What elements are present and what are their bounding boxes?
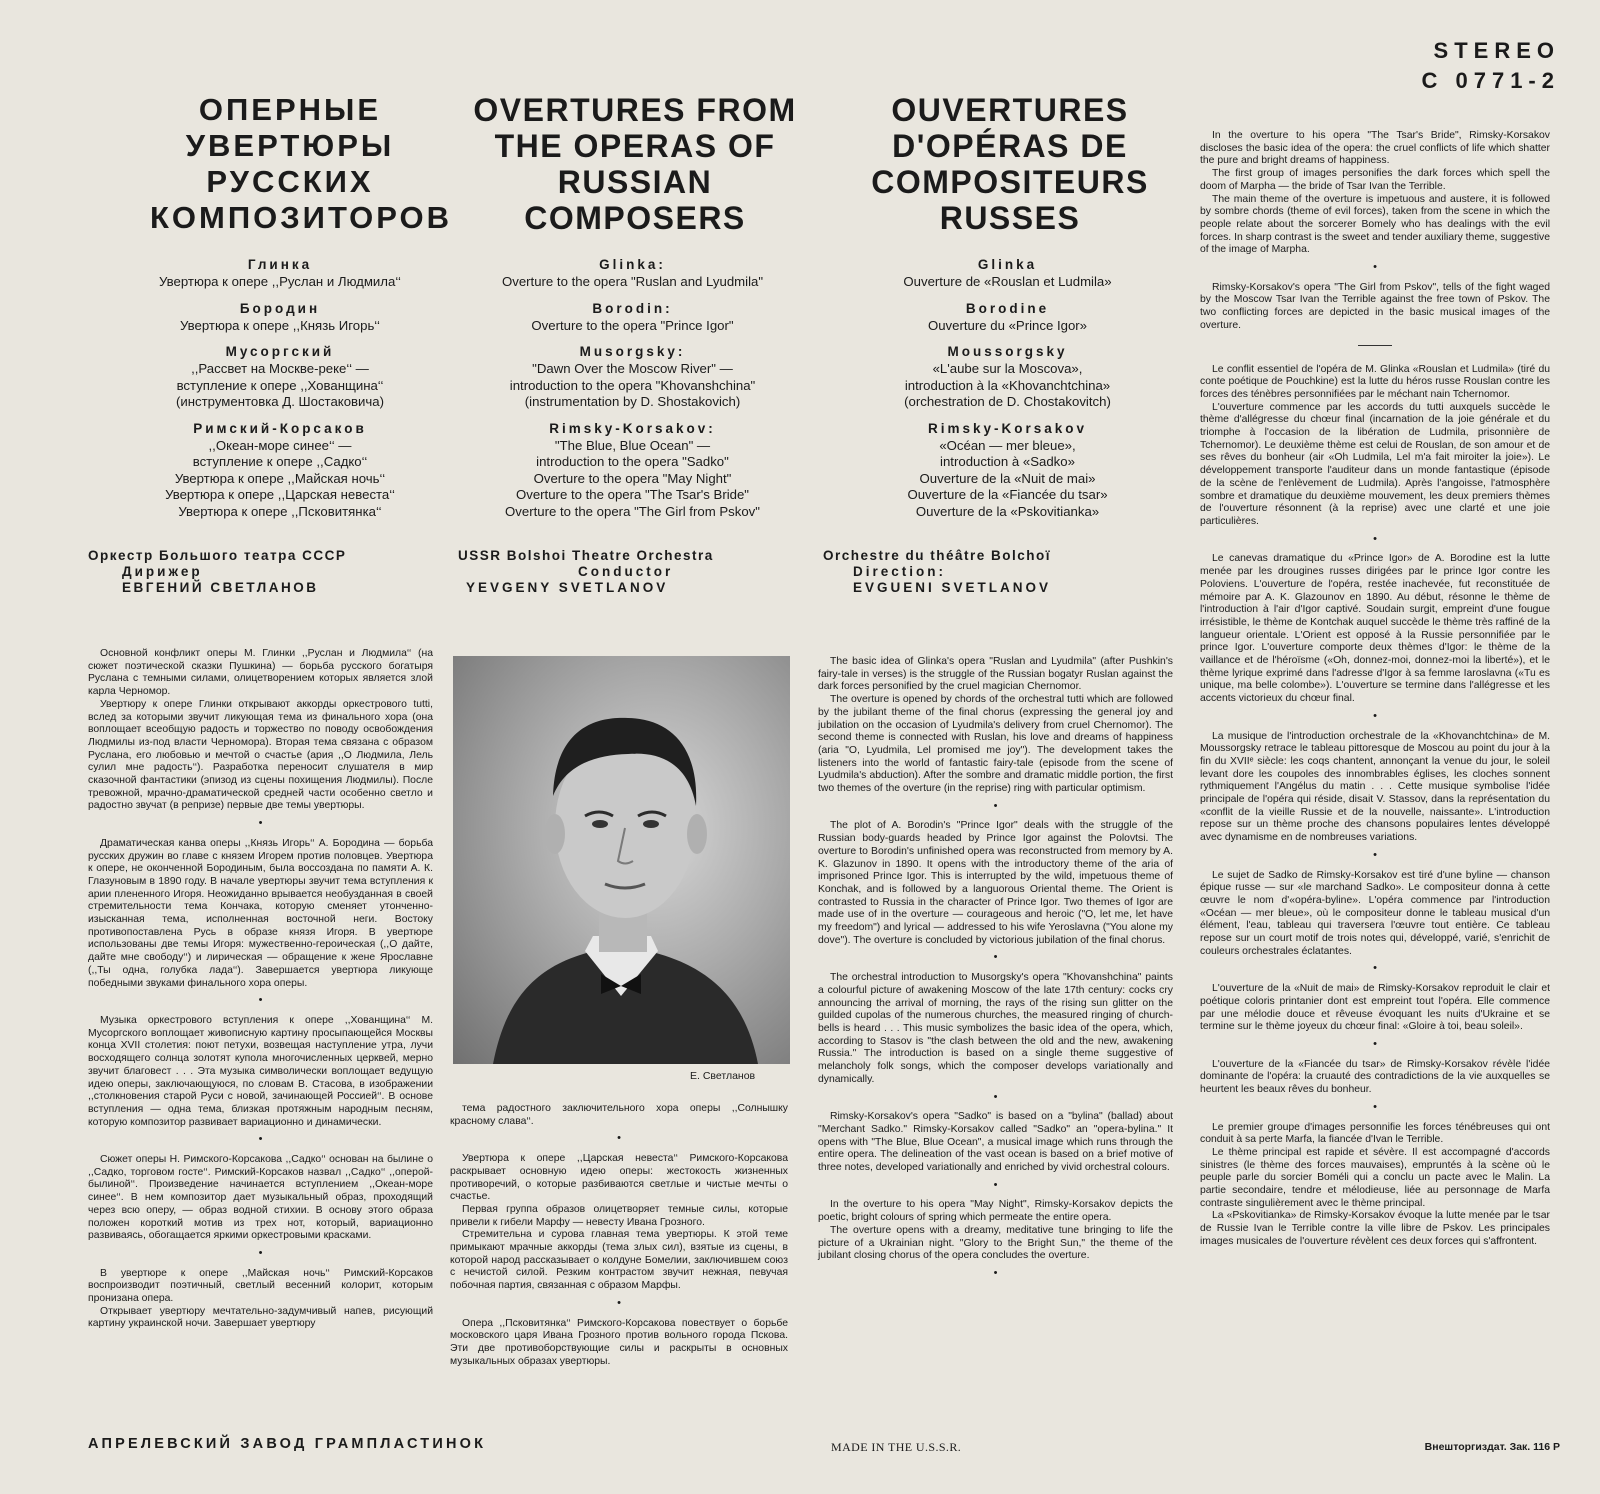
title-english: OVERTURES FROM THE OPERAS OF RUSSIAN COMPOSERS: [473, 92, 797, 236]
paragraph-separator: •: [1373, 709, 1377, 722]
note-paragraph: Rimsky-Korsakov's opera "The Girl from Pskov", tells of the fight waged by the Moscow Tsar Ivan the Terrible against the free town of Pskov. The two conflicting forces are depicted in the basic musical images of the overture.: [1200, 281, 1550, 331]
composer-name: Мусоргский: [225, 344, 335, 359]
notes-french: [1200, 364, 1550, 1249]
credits-russian: [88, 548, 448, 596]
note-paragraph: Le thème principal est rapide et sévère. Il est accompagné d'accords sinistres (le thème des forces mauvaises), empruntés à la scène où le peuple parle du sorcier Boméli qui a conclu un pacte avec le Malin. La partie secondaire, tendre et mélodieuse, liée au personnage de Marfa contraste singulièrement avec le thème principal.: [1200, 1146, 1550, 1209]
note-paragraph: The orchestral introduction to Musorgsky's opera "Khovanshchina" paints a colourful picture of awakening Moscow of the late 17th century: cocks cry announcing the arrival of morning, the rays of the rising sun glitter on the guilded cupolas of the numerous churches, the measured ringing of church-bells is heard . . . This music symbolizes the basic idea of the opera, which, according to Stasov is "the clash between the old and the new, awakening Russia." The introduction is based on a single theme suggestive of melancholy folk songs, which the composer develops variationally and dynamically.: [818, 972, 1173, 1085]
program-english: [445, 256, 820, 520]
paragraph-separator: •: [993, 1178, 998, 1191]
conductor-role: Direction:: [853, 564, 947, 579]
work-title: Overture to the opera "The Girl from Pskov": [505, 503, 760, 519]
note-paragraph: Le conflit essentiel de l'opéra de M. Glinka «Rouslan et Ludmila» (tiré du conte poétique de Pouchkine) est la lutte du héros russe Rouslan contre les forces des ténèbres personnifiées par le méchant nain Tchernomor.: [1200, 363, 1550, 400]
catalog-number: C 0771-2: [1421, 68, 1560, 93]
credits-french: [823, 548, 1183, 596]
note-paragraph: В увертюре к опере ,,Майская ночь‘‘ Римский-Корсаков воспроизводит поэтичный, светлый весенний колорит, которым пронизана опера.: [88, 1267, 433, 1305]
paragraph-separator: •: [993, 1090, 998, 1103]
notes-right-column: [1200, 130, 1550, 1249]
work-title: Увертюра к опере ,,Князь Игорь‘‘: [180, 317, 380, 333]
composer-name: Glinka: [977, 257, 1038, 272]
work-title: (instrumentation by D. Shostakovich): [524, 394, 741, 409]
work-title: Overture to the opera "May Night": [533, 470, 732, 486]
title-french: OUVERTURES D'OPÉRAS DE COMPOSITEURS RUSSES: [871, 92, 1149, 236]
portrait-illustration: [453, 656, 790, 1064]
note-paragraph: La musique de l'introduction orchestrale de la «Khovanchtchina» de M. Moussorgsky retrace le tableau pittoresque de Moscou au point du jour à la fin du XVIIᵉ siècle: les coqs chantent, annonçant la venue du jour, le soleil levant dore les coupoles des innombrables églises, les cloches sonnent rythmiquement l'Angélus du matin . . . Cette musique symbolise l'idée principale de l'opéra qui réside, disait V. Stassov, dans la représentation du «conflit de la vieille Russie et de la nouvelle, naissante». L'introduction repose sur un thème proche des chansons populaires lentes développé avec dynamisme en de nombreuses variations.: [1200, 730, 1550, 844]
note-paragraph: Первая группа образов олицетворяет темные силы, которые привели к гибели Марфу — невесту Ивана Грозного.: [450, 1203, 788, 1228]
note-paragraph: Увертюру к опере Глинки открывают аккорды оркестрового tutti, вслед за которыми звучит ликующая тема из финального хора (она воплощает всеобщую радость и торжество по поводу освобождения Людмилы из-под власти Черномора). Вторая тема связана с образом Руслана, его любовью и мечтой о счастье (ария ,,О Людмила, Лель сулил мне радость‘‘). Разработка переносит слушателя в мир сказочной фантастики (эпизод из сцены похищения Людмилы). После тревожной, мрачно-драматической средней части особенно светло и радостно звучат (в репризе) первые две темы увертюры.: [88, 698, 433, 812]
work-title: ,,Океан-море синее‘‘ —: [208, 437, 352, 453]
composer-name: Римский-Корсаков: [193, 420, 367, 436]
note-paragraph: Le sujet de Sadko de Rimsky-Korsakov est tiré d'une byline — chanson épique russe — sur «le marchand Sadko». Le compositeur donna à cette œuvre le nom d'«opéra-byline». L'opéra commence par l'introduction «Océan — mer bleue», où le compositeur donne le tableau musical d'un élément, l'eau, tableau qui traversera l'œuvre tout entière. Ce tableau repose sur un court motif de trois notes qui, développé, varié, s'enrichit de couleurs orchestrales éclatantes.: [1200, 869, 1550, 957]
work-title: Overture to the opera "Ruslan and Lyudmila": [501, 274, 764, 289]
note-paragraph: Увертюра к опере ,,Царская невеста‘‘ Римского-Корсакова раскрывает основную идею оперы: жестокость жизненных противоречий, о которые разбиваются светлые и чистые мечты о счастье.: [450, 1153, 788, 1203]
work-title: introduction to the opera "Sadko": [536, 454, 729, 469]
note-paragraph: тема радостного заключительного хора оперы ,,Солнышку красному слава‘‘.: [450, 1103, 788, 1127]
note-paragraph: The overture opens with a dreamy, meditative tune bringing to life the picture of a Ukrainian night. "Glory to the Bright Sun," the theme of the jubilant closing chorus of the opera concludes the overture.: [818, 1224, 1173, 1262]
work-title: "The Blue, Blue Ocean" —: [554, 437, 711, 453]
paragraph-separator: •: [1373, 962, 1377, 975]
photo-caption: Е. Светланов: [690, 1070, 756, 1082]
section-divider: [1358, 345, 1392, 346]
composer-name: Borodin:: [592, 300, 673, 316]
note-paragraph: The first group of images personifies the dark forces which spell the doom of Marpha — the bride of Tsar Ivan the Terrible.: [1200, 168, 1550, 192]
stereo-label: STEREO: [1433, 38, 1560, 63]
work-title: (инструментовка Д. Шостаковича): [176, 394, 384, 409]
orchestra-name: USSR Bolshoi Theatre Orchestra: [458, 548, 714, 563]
composer-name: Glinka:: [599, 257, 666, 272]
paragraph-separator: •: [993, 951, 998, 964]
credits-english: [458, 548, 818, 596]
note-paragraph: In the overture to his opera "The Tsar's Bride", Rimsky-Korsakov discloses the basic idea of the opera: the cruel conflicts of life which shatter the pure and bright dreams of happiness.: [1200, 130, 1550, 167]
notes-english: [818, 656, 1173, 1288]
notes-english-continued: [1200, 130, 1550, 333]
composer-name: Rimsky-Korsakov:: [549, 420, 716, 436]
work-title: Overture to the opera "Prince Igor": [531, 317, 734, 333]
note-paragraph: La «Pskovitianka» de Rimsky-Korsakov évoque la lutte menée par le tsar de Russie Ivan le Terrible contre la ville libre de Pskov. Les principales images musicales de l'ouverture révèlent ces deux forces qui s'affrontent.: [1200, 1210, 1550, 1247]
work-title: Ouverture de «Rouslan et Ludmila»: [903, 274, 1112, 289]
catalog-block: [1421, 36, 1560, 96]
composer-name: Moussorgsky: [947, 344, 1068, 359]
work-title: «L'aube sur la Moscova»,: [932, 361, 1083, 376]
work-title: Увертюра к опере ,,Псковитянка‘‘: [178, 503, 382, 519]
note-paragraph: Le premier groupe d'images personnifie les forces ténébreuses qui ont conduit à sa perte Marfa, la fiancée d'Ivan le Terrible.: [1200, 1121, 1550, 1146]
note-paragraph: The overture is opened by chords of the orchestral tutti which are followed by the jubilant theme of the final chorus (expressing the general joy and jubilation on the occasion of Lyudmila's delivery from cruel Chernomor). The second theme is connected with Ruslan, his love and dreams of happiness (aria "O, Lyudmila, Lel promised me joy"). The development takes the listeners into the world of fantastic fairy-tale (episode from the scene of Lyudmila's abduction). After the sombre and dramatic middle portion, the first two themes of the overture (in the reprise) ring with particular optimism.: [818, 694, 1173, 795]
conductor-name: EVGUENI SVETLANOV: [853, 580, 1052, 595]
paragraph-separator: •: [1373, 261, 1377, 274]
notes-russian-main: [88, 648, 433, 1331]
note-paragraph: Сюжет оперы Н. Римского-Корсакова ,,Садко‘‘ основан на былине о ,,Садко, торговом госте‘‘. Римский-Корсаков назвал ,,Садко‘‘ ,,оперой-былиной‘‘. Произведение начинается вступлением ,,Океан-море синее‘‘. В нем композитор дает музыкальный образ, проходящий через всю оперу, — образ водной стихии. В основу этого образа положен короткий мотив из трех нот, который, вариационно развиваясь, обогащается яркими оркестровыми красками.: [88, 1154, 433, 1242]
work-title: introduction à la «Khovanchtchina»: [904, 377, 1111, 393]
notes-russian-continued: [450, 1103, 788, 1368]
composer-name: Rimsky-Korsakov: [927, 420, 1088, 436]
work-title: Overture to the opera "The Tsar's Bride": [515, 487, 749, 502]
note-paragraph: The main theme of the overture is impetuous and austere, it is followed by sombre chords (theme of evil forces), taken from the scene in which the people relate about the sorcerer Bomely who has dealings with the evil forces. In sharp contrast is the sweet and tender auxiliary theme, suggestive of the image of Marpha.: [1200, 193, 1550, 256]
work-title: Ouverture de la «Nuit de mai»: [919, 470, 1096, 486]
note-paragraph: L'ouverture de la «Nuit de mai» de Rimsky-Korsakov reproduit le clair et poétique coloris printanier dont est empreint tout l'opéra. Elle commence par une mélodie douce et rêveuse évoquant les nuits d'Ukraine et se termine sur le thème joyeux du chœur final: «Gloire à toi, beau soleil».: [1200, 983, 1550, 1033]
paragraph-separator: •: [617, 1132, 621, 1145]
work-title: "Dawn Over the Moscow River" —: [532, 361, 733, 376]
note-paragraph: Стремительна и сурова главная тема увертюры. К этой теме примыкают мрачные аккорды (тема злых сил), взятые из сцены, в которой народ рассказывает о колдуне Бомелии, заключившем союз с нечистой силой. Резким контрастом звучит нежная, певучая побочная партия, связанная с образом Марфы.: [450, 1229, 788, 1292]
paragraph-separator: •: [993, 799, 998, 812]
work-title: «Océan — mer bleue»,: [939, 437, 1076, 453]
paragraph-separator: •: [1373, 1038, 1377, 1050]
note-paragraph: Опера ,,Псковитянка‘‘ Римского-Корсакова повествует о борьбе московского царя Ивана Грозного против вольного города Пскова. Эти две противоборствующие силы и раскрыты в основных музыкальных образах увертюры.: [450, 1317, 788, 1367]
paragraph-separator: •: [258, 1133, 263, 1146]
orchestra-name: Оркестр Большого театра СССР: [88, 548, 347, 563]
conductor-role: Conductor: [578, 564, 674, 579]
work-title: вступление к опере ,,Садко‘‘: [192, 454, 368, 469]
note-paragraph: The basic idea of Glinka's opera "Ruslan and Lyudmila" (after Pushkin's fairy-tale in verses) is the struggle of the Russian bogatyr Ruslan against the dark forces personified by the cruel magician Chernomor.: [818, 656, 1173, 693]
paragraph-separator: •: [993, 1266, 998, 1279]
note-paragraph: L'ouverture de la «Fiancée du tsar» de Rimsky-Korsakov révèle l'idée dominante de l'opéra: la cruauté des contradictions de la vie auxquelles se heurtent les beaux rêves du bonheur.: [1200, 1058, 1550, 1096]
paragraph-separator: •: [258, 994, 263, 1007]
paragraph-separator: •: [617, 1296, 621, 1309]
work-title: (orchestration de D. Chostakovitch): [904, 394, 1111, 409]
note-paragraph: Музыка оркестрового вступления к опере ,,Хованщина‘‘ М. Мусоргского воплощает живописную картину просыпающейся Москвы конца XVII столетия: поют петухи, возвещая наступление утра, лучи восходящего солнца золотят купола многочисленных церквей, мерно звучит благовест . . . Эта музыка символически воплощает ведущую идею оперы, заключающуюся, по словам В. Стасова, в изображении ,,столкновения старой Руси с новой, зачинающей Россией‘‘. В основе вступления — одна тема, близкая протяжным народным песням, которую композитор развивает вариационно и динамически.: [88, 1014, 433, 1128]
paragraph-separator: •: [1373, 848, 1377, 861]
paragraph-separator: •: [258, 817, 263, 830]
note-paragraph: In the overture to his opera "May Night", Rimsky-Korsakov depicts the poetic, bright colours of spring which permeate the entire opera.: [818, 1199, 1173, 1224]
manufacturer-label: АПРЕЛЕВСКИЙ ЗАВОД ГРАМПЛАСТИНОК: [88, 1436, 487, 1452]
made-in-label: MADE IN THE U.S.S.R.: [831, 1440, 962, 1454]
title-russian: ОПЕРНЫЕ УВЕРТЮРЫ РУССКИХ КОМПОЗИТОРОВ: [150, 92, 452, 235]
orchestra-name: Orchestre du théâtre Bolchoï: [823, 548, 1052, 563]
order-number: Внешторгиздат. Зак. 116 Р: [1424, 1441, 1560, 1453]
work-title: Увертюра к опере ,,Майская ночь‘‘: [174, 470, 386, 486]
program-russian: [110, 256, 450, 520]
composer-name: Musorgsky:: [579, 344, 686, 359]
paragraph-separator: •: [258, 1246, 263, 1259]
work-title: Ouverture de la «Fiancée du tsar»: [907, 487, 1108, 502]
note-paragraph: Драматическая канва оперы ,,Князь Игорь‘‘ А. Бородина — борьба русских дружин во главе с князем Игорем против половцев. Увертюра к опере, не оконченной Бородиным, была воссоздана по памяти А. К. Глазуновым в 1890 году. В начале увертюры звучит тема вступления к арии плененного Игоря. Неожиданно врывается необузданная в своей стремительности тема Кончака, которую сменяет утонченно-изысканная тема, исполненная восточной неги. Востоку противопоставлена Русь в образе князя Игоря. В увертюре использованы две темы Игоря: мужественно-героическая (,,О дайте, дайте мне свободу‘‘) и лирическая — обращение к жене Ярославне (,,Ты одна, голубка лада‘‘). Завершается увертюра ликующе победными звуками финального хора оперы.: [88, 837, 433, 989]
note-paragraph: The plot of A. Borodin's "Prince Igor" deals with the struggle of the Russian body-guards headed by Prince Igor against the Polovtsi. The overture to Borodin's unfinished opera was reconstructed from memory by A. K. Glazunov in 1890. It opens with the introductory theme of the aria of imprisoned Prince Igor. This is interrupted by the wild, impetuous theme of Konchak, and is followed by a languorous Oriental theme. The Orient is contrasted to Russia in the character of Prince Igor. Two themes of Igor are made use of in the overture — courageous and heroic ("O, let me, let have my freedom") and lyrical — addressed to his wife Yeroslavna ("You alone my dove"). The overture is concluded by victorious jubilation of the final chorus.: [818, 820, 1173, 946]
work-title: Увертюра к опере ,,Царская невеста‘‘: [165, 487, 395, 502]
program-french: [830, 256, 1185, 520]
work-title: Увертюра к опере ,,Руслан и Людмила‘‘: [159, 274, 401, 289]
title-block: [0, 92, 1190, 242]
work-title: Ouverture de la «Pskovitianka»: [915, 503, 1100, 519]
work-title: introduction à «Sadko»: [940, 454, 1075, 469]
note-paragraph: L'ouverture commence par les accords du tutti auxquels succède le thème d'allégresse du chœur final (incarnation de la joie générale et du triomphe à l'occasion de la libération de Ludmila, prisonnière de Tchernomor). Le deuxième thème est celui de Rouslan, de son amour et de ses rêves du bonheur (air «Oh Ludmila, Lel m'a fait miroiter la joie»). Le développement transporte l'auditeur dans un monde fantastique (épisode de la scène de l'enlèvement de Ludmila). Après l'angoisse, l'atmosphère sombre et dramatique du deuxième mouvement, les deux premiers thèmes de l'ouverture résonnent (à la reprise) avec une clarté et une joie particulières.: [1200, 401, 1550, 527]
note-paragraph: Открывает увертюру мечтательно-задумчивый напев, рисующий картину украинской ночи. Завершает увертюру: [88, 1305, 433, 1330]
work-title: ,,Рассвет на Москве-реке‘‘ —: [191, 361, 369, 376]
note-paragraph: Основной конфликт оперы М. Глинки ,,Руслан и Людмила‘‘ (на сюжет поэтической сказки Пушкина) — борьба русского богатыря Руслана с темными силами, олицетворением которых является злой карла Черномор.: [88, 648, 433, 698]
composer-name: Бородин: [239, 300, 321, 316]
conductor-name: YEVGENY SVETLANOV: [466, 580, 669, 595]
conductor-role: Дирижер: [122, 564, 203, 579]
composer-name: Глинка: [247, 257, 313, 272]
work-title: Ouverture du «Prince Igor»: [927, 317, 1088, 333]
work-title: introduction to the opera "Khovanshchina": [509, 377, 756, 393]
conductor-portrait-photo: [453, 656, 790, 1064]
paragraph-separator: •: [1373, 532, 1377, 545]
note-paragraph: Rimsky-Korsakov's opera "Sadko" is based on a "bylina" (ballad) about "Merchant Sadko." Rimsky-Korsakov called "Sadko" an "opera-bylina." It opens with "The Blue, Blue Ocean", a musical image which runs through the entire opera. The delineation of the vast ocean is based on a brief motive of three notes, developed variationally and enriched by vivid orchestral colours.: [818, 1111, 1173, 1174]
work-title: вступление к опере ,,Хованщина‘‘: [176, 377, 384, 393]
conductor-name: ЕВГЕНИЙ СВЕТЛАНОВ: [122, 580, 319, 595]
note-paragraph: Le canevas dramatique du «Prince Igor» de A. Borodine est la lutte menée par les drougines russes dirigées par le prince Igor contre les Poloviens. L'ouverture de l'opéra, restée inachevée, fut reconstituée de mémoire par A. K. Glazounov en 1890. Au début, résonne le thème de l'introduction à l'air d'Igor captivé. Soudain surgit, empreint d'une fougue irrésistible, le thème de Kontchak auquel succède le thème très raffiné de la langueur orientale. L'Orient est opposé à la Russie personnifiée par le prince Igor. L'ouverture comporte deux thèmes d'Igor: le thème de la vaillance et de l'héroïsme («Oh, donnez-moi, donnez-moi la liberté»), et le thème lyrique exprimé dans l'adresse d'Igor à sa femme Iaroslavna («Tu es unique, ma belle colombe»). L'ouverture se termine dans l'allégresse et les accents victorieux du chœur final.: [1200, 553, 1550, 705]
composer-name: Borodine: [965, 300, 1050, 316]
paragraph-separator: •: [1373, 1100, 1377, 1113]
